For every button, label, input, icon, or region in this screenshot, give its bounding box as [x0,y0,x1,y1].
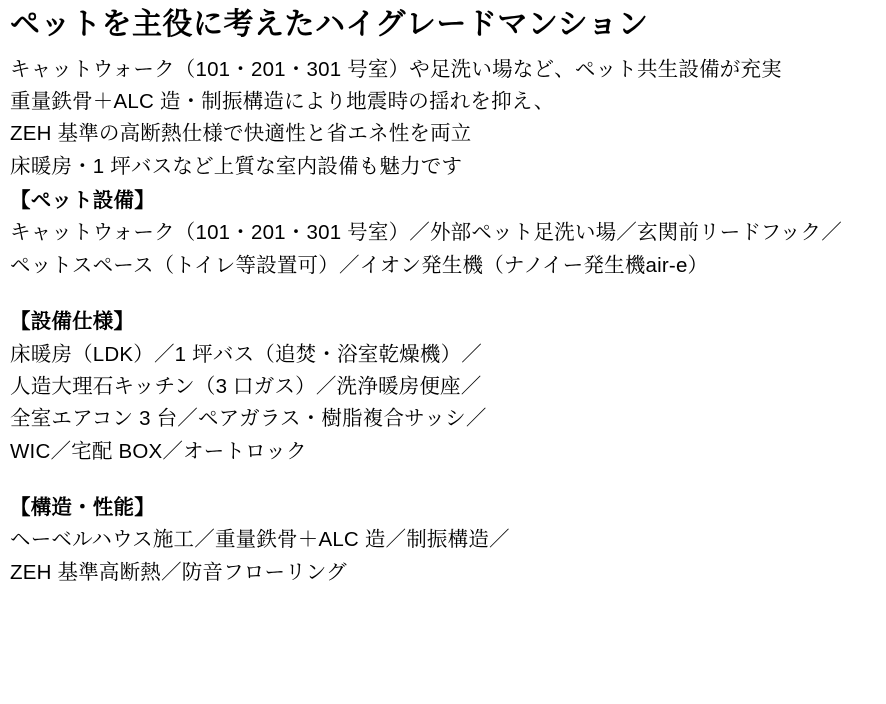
section-line: 人造大理石キッチン（3 口ガス）／洗浄暖房便座／ [10,374,482,398]
section-heading: 【構造・性能】 [10,496,155,519]
section-line: 全室エアコン 3 台／ペアガラス・樹脂複合サッシ／ [10,407,487,431]
section-heading: 【ペット設備】 [10,189,155,212]
section-line: ヘーベルハウス施工／重量鉄骨＋ALC 造／制振構造／ [10,528,510,552]
page-title: ペットを主役に考えたハイグレードマンション [10,8,649,41]
section-line: ペットスペース（トイレ等設置可）／イオン発生機（ナノイー発生機air-e） [10,253,709,277]
lead-line: キャットウォーク（101・201・301 号室）や足洗い場など、ペット共生設備が充実 [10,57,782,81]
section-heading: 【設備仕様】 [10,310,135,334]
section-line: 床暖房（LDK）／1 坪バス（追焚・浴室乾燥機）／ [10,342,482,366]
section-structure-performance [10,492,876,589]
lead-paragraph [10,54,876,184]
section-line: キャットウォーク（101・201・301 号室）／外部ペット足洗い場／玄関前リードフック／ [10,221,842,245]
section-line: WIC／宅配 BOX／オートロック [10,439,307,463]
lead-line: ZEH 基準の高断熱仕様で快適性と省エネ性を両立 [10,122,472,146]
section-pet-equipment [10,185,876,282]
section-spacer [10,282,876,304]
lead-line: 床暖房・1 坪バスなど上質な室内設備も魅力です [10,154,463,178]
lead-line: 重量鉄骨＋ALC 造・制振構造により地震時の揺れを抑え、 [10,89,555,113]
section-line: ZEH 基準高断熱／防音フローリング [10,560,347,584]
section-facility-spec [10,306,876,468]
section-spacer [10,468,876,490]
